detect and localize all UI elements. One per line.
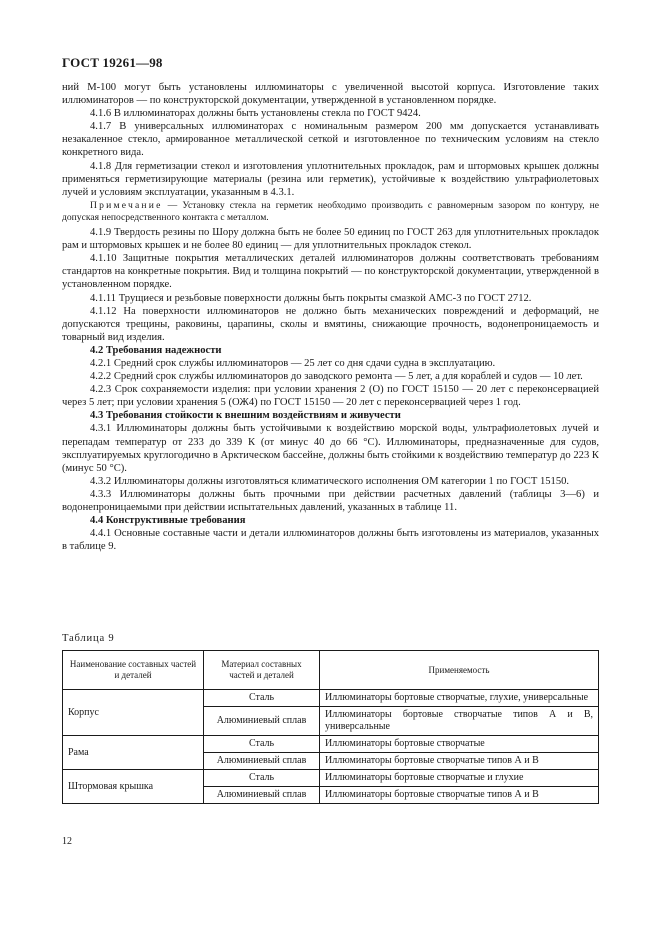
paragraph: 4.2.3 Срок сохраняемости изделия: при условии хранения 2 (О) по ГОСТ 15150 — 20 лет с переконсервацией через 5 лет; при условии хранения 5 (ОЖ4) по ГОСТ 15150 — 20 лет с переконсервацией через 1 год. [62, 384, 599, 409]
material-cell: Сталь [204, 770, 320, 787]
paragraph: ний М-100 могут быть установлены иллюминаторы с увеличенной высотой корпуса. Изготовление таких иллюминаторов — по конструкторской документации, утвержденной в установленном порядке. [62, 82, 599, 107]
part-name-cell: Штормовая крышка [63, 770, 204, 804]
table-row [63, 770, 599, 787]
paragraph: 4.1.6 В иллюминаторах должны быть установлены стекла по ГОСТ 9424. [90, 108, 421, 120]
usage-cell: Иллюминаторы бортовые створчатые типов А и В [320, 787, 599, 804]
paragraph: 4.3.3 Иллюминаторы должны быть прочными при действии расчетных давлений (таблицы 3—6) и водонепроницаемыми при действии испытательных давлений, указанных в таблице 11. [62, 488, 599, 513]
table-header-material: Материал составных частей и деталей [204, 651, 320, 690]
table-row [63, 736, 599, 753]
material-cell: Сталь [204, 690, 320, 707]
section-heading: 4.4 Конструктивные требования [90, 515, 246, 527]
table-header-row [63, 651, 599, 690]
document-body [62, 81, 599, 553]
paragraph: 4.2.1 Средний срок службы иллюминаторов — 25 лет со дня сдачи судна в эксплуатацию. [90, 357, 496, 369]
material-cell: Алюминиевый сплав [204, 787, 320, 804]
table-row [63, 690, 599, 707]
paragraph: 4.3.2 Иллюминаторы должны изготовляться климатического исполнения ОМ категории 1 по ГОСТ 15150. [90, 475, 570, 487]
material-cell: Сталь [204, 736, 320, 753]
paragraph: 4.1.8 Для герметизации стекол и изготовления уплотнительных прокладок, рам и штормовых крышек должны применяться герметизирующие материалы (резина или герметик), устойчивые к воздействию ультрафиолетовых лучей и условиям эксплуатации, указанным в 4.3.1. [62, 160, 599, 198]
table-header-part: Наименование составных частей и деталей [63, 651, 204, 690]
usage-cell: Иллюминаторы бортовые створчатые типов А и В [320, 753, 599, 770]
table-9 [62, 650, 599, 804]
material-cell: Алюминиевый сплав [204, 707, 320, 736]
paragraph: 4.3.1 Иллюминаторы должны быть устойчивыми к воздействию морской воды, ультрафиолетовых лучей и перепадам температур от 233 до 339 К (от минус 40 до 66 °С). Иллюминаторы, предназначенные для судов, эксплуатируемых круглогодично в Арктическом бассейне, должны быть стойкими к воздействию температур до 223 К (минус 50 °С). [62, 423, 599, 474]
usage-cell: Иллюминаторы бортовые створчатые и глухие [320, 770, 599, 787]
usage-cell: Иллюминаторы бортовые створчатые типов А и В, универсальные [320, 707, 599, 736]
usage-cell: Иллюминаторы бортовые створчатые, глухие, универсальные [320, 690, 599, 707]
document-header: ГОСТ 19261—98 [62, 55, 163, 70]
part-name-cell: Рама [63, 736, 204, 770]
paragraph: 4.1.7 В универсальных иллюминаторах с номинальным размером 200 мм допускается устанавливать незакаленное стекло, армированное металлической сеткой и изготовленное по техническим условиям на стекло конкретного вида. [62, 121, 599, 159]
usage-cell: Иллюминаторы бортовые створчатые [320, 736, 599, 753]
section-heading: 4.3 Требования стойкости к внешним воздействиям и живучести [90, 410, 401, 422]
section-heading: 4.2 Требования надежности [90, 344, 222, 356]
table-caption: Таблица 9 [62, 633, 115, 644]
paragraph: 4.2.2 Средний срок службы иллюминаторов до заводского ремонта — 5 лет, а для кораблей и судов — 10 лет. [90, 371, 583, 383]
note-paragraph [62, 200, 599, 225]
paragraph: 4.1.9 Твердость резины по Шору должна быть не более 50 единиц по ГОСТ 263 для уплотнительных прокладок рам и штормовых крышек и не более 80 единиц — для уплотнительных прокладок стекол. [62, 227, 599, 252]
page-number: 12 [62, 836, 72, 847]
note-text: — Установку стекла на герметик необходимо производить с равномерным зазором по контуру, не допуская непосредственного контакта с металлом. [62, 199, 599, 224]
paragraph: 4.1.12 На поверхности иллюминаторов не должно быть механических повреждений и деформаций, не допускаются трещины, раковины, царапины, сколы и вмятины, снижающие прочность, водонепроницаемость и товарный вид изделия. [62, 305, 599, 343]
table-header-usage: Применяемость [320, 651, 599, 690]
material-cell: Алюминиевый сплав [204, 753, 320, 770]
note-label: Примечание [90, 199, 163, 211]
paragraph: 4.4.1 Основные составные части и детали иллюминаторов должны быть изготовлены из материалов, указанных в таблице 9. [62, 528, 599, 553]
paragraph: 4.1.11 Трущиеся и резьбовые поверхности должны быть покрыты смазкой АМС-3 по ГОСТ 2712. [90, 292, 532, 304]
paragraph: 4.1.10 Защитные покрытия металлических деталей иллюминаторов должны соответствовать требованиям стандартов на конкретные покрытия. Вид и толщина покрытий — по конструкторской документации, утвержденной в установленном порядке. [62, 253, 599, 291]
part-name-cell: Корпус [63, 690, 204, 736]
